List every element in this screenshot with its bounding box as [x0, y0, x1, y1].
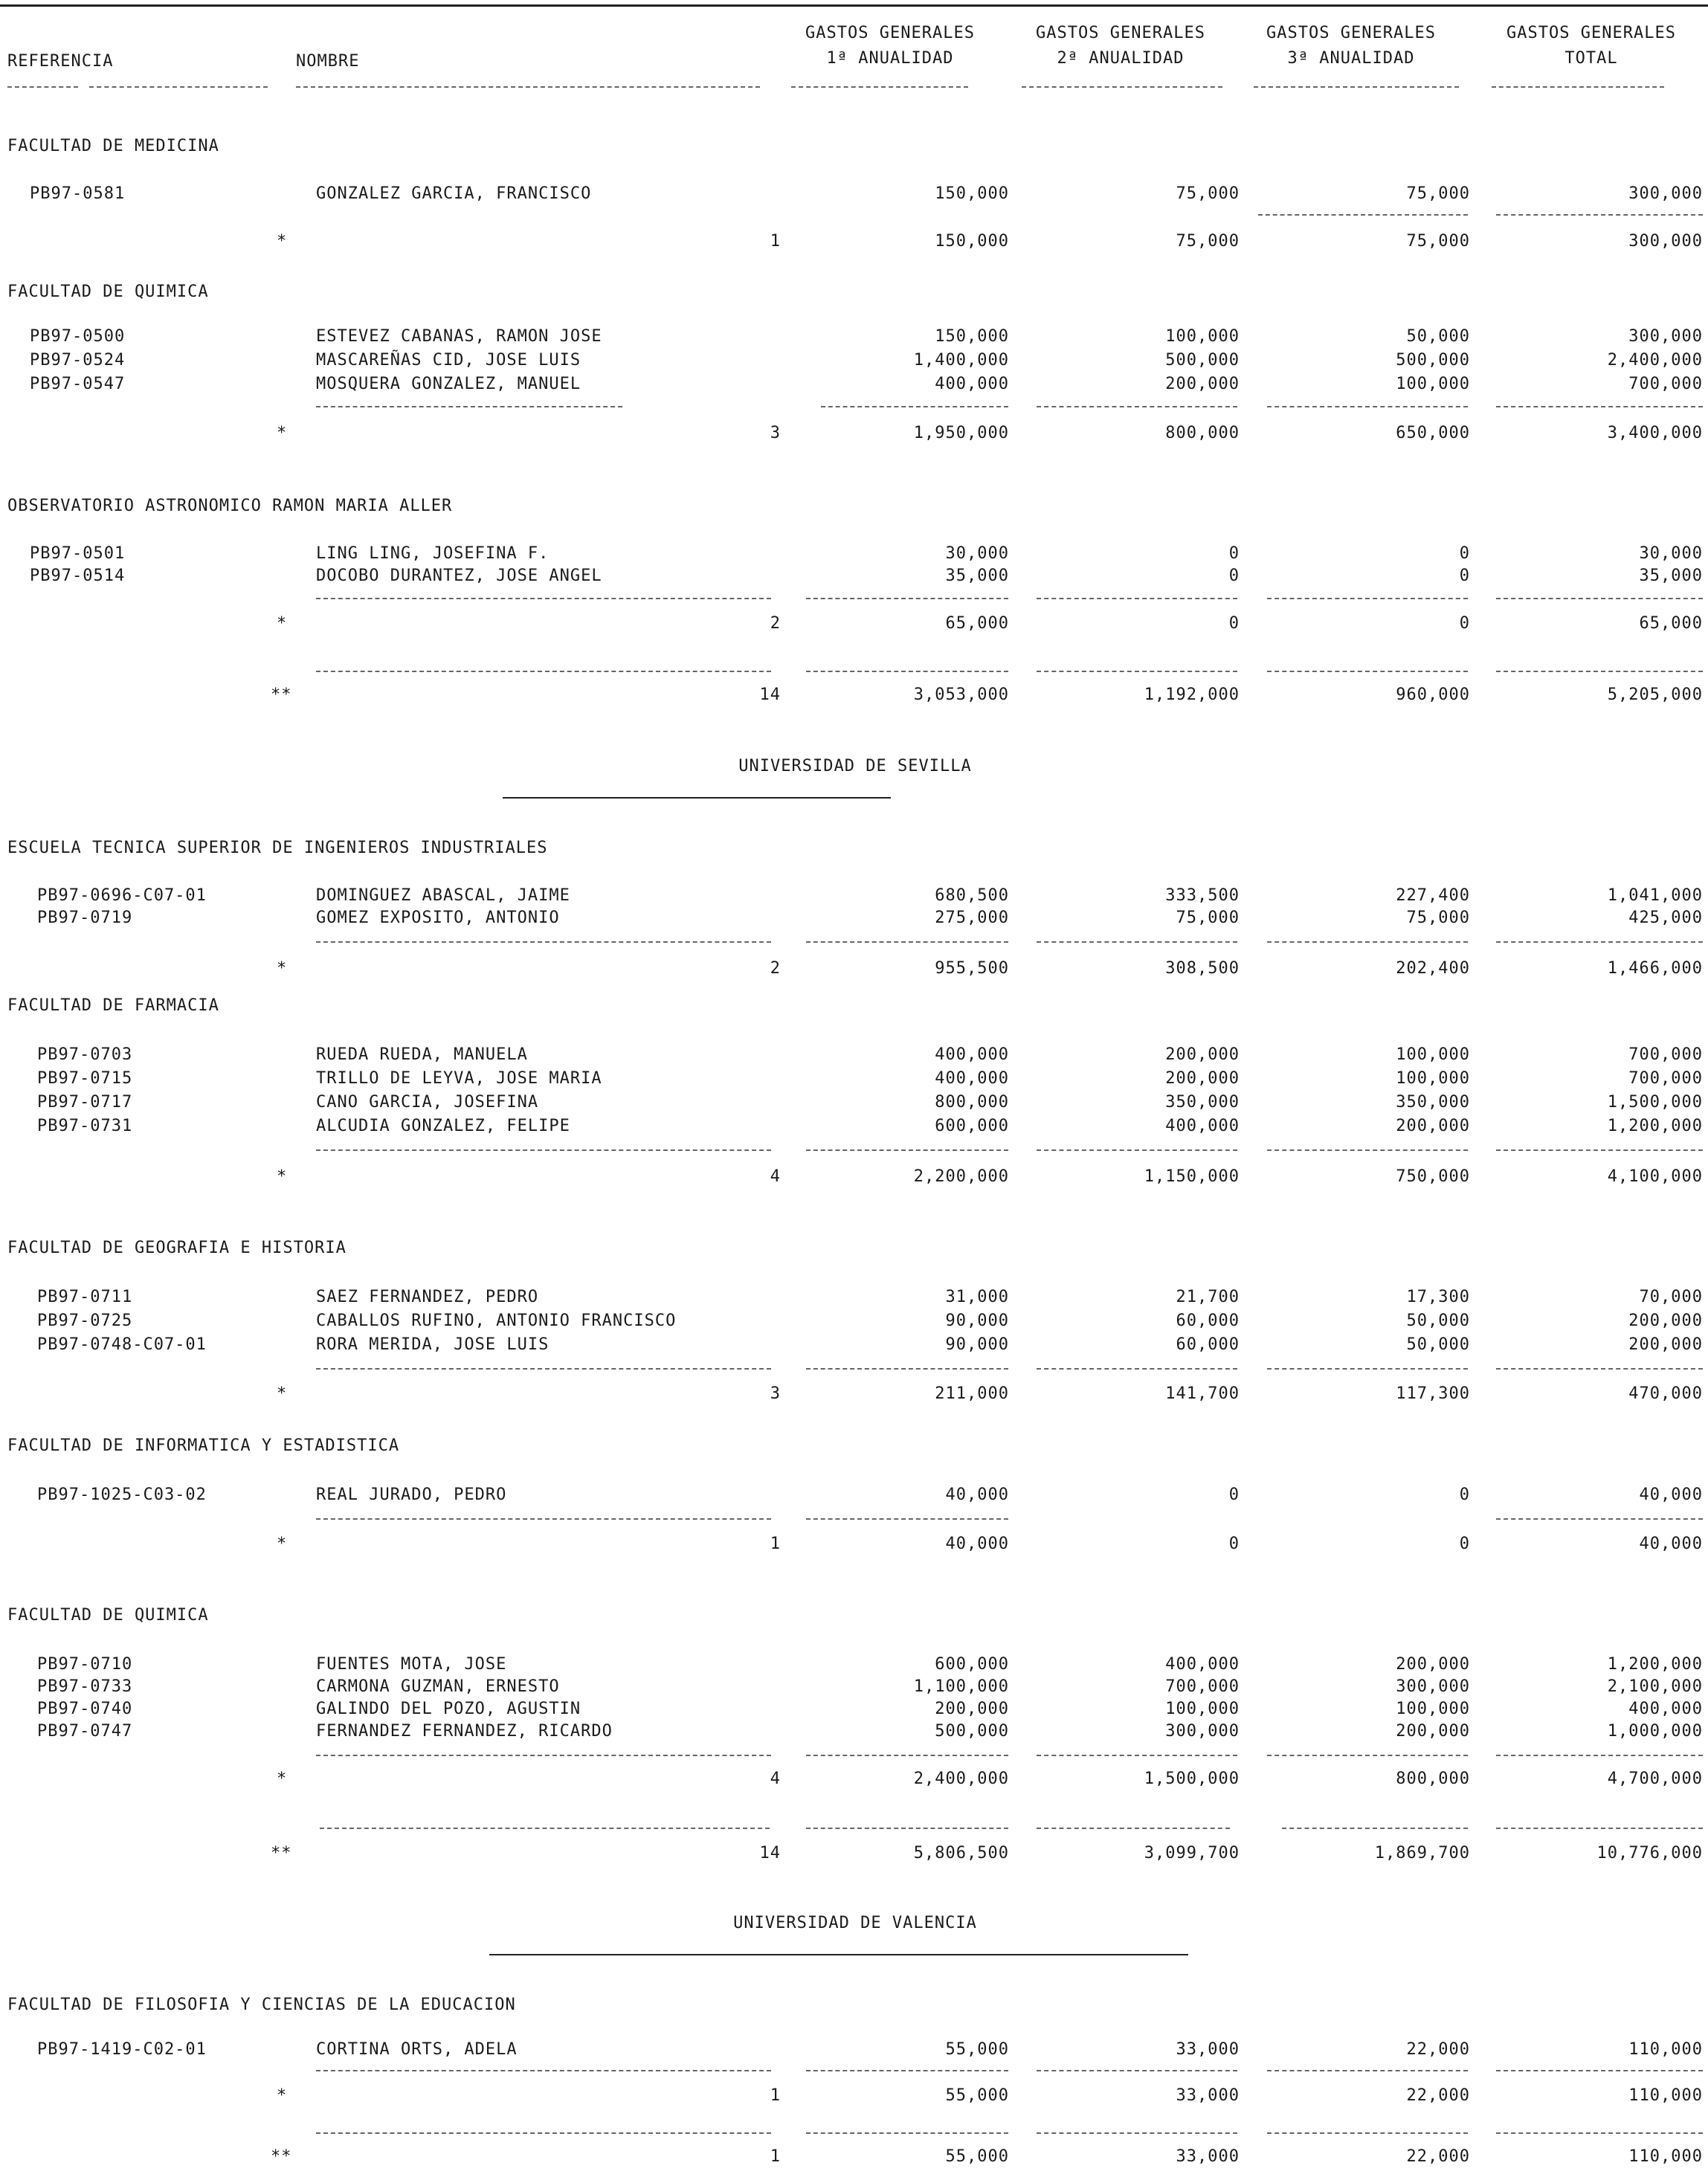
row-total: 1,200,000	[1607, 1117, 1703, 1135]
total-anualidad1: 55,000	[945, 2147, 1009, 2166]
header-anualidad3-line2: 3ª ANUALIDAD	[1287, 49, 1415, 68]
row-anualidad2: 500,000	[1165, 351, 1240, 370]
university-underline	[489, 1954, 1188, 1955]
row-total: 300,000	[1628, 327, 1703, 346]
total-rule	[1037, 1828, 1230, 1829]
subtotal-total: 110,000	[1628, 2086, 1703, 2105]
row-anualidad2: 300,000	[1165, 1722, 1240, 1741]
faculty-heading: FACULTAD DE FILOSOFIA Y CIENCIAS DE LA EDUCACION	[7, 1996, 516, 2014]
row-anualidad1: 55,000	[945, 2040, 1009, 2059]
subtotal-rule	[1037, 1368, 1237, 1370]
row-anualidad2: 333,500	[1165, 886, 1240, 905]
subtotal-anualidad1: 65,000	[945, 614, 1009, 633]
row-reference: PB97-0711	[37, 1288, 133, 1306]
faculty-heading: FACULTAD DE QUIMICA	[7, 283, 209, 301]
subtotal-anualidad1: 40,000	[945, 1535, 1009, 1553]
row-anualidad2: 200,000	[1165, 375, 1240, 393]
row-total: 200,000	[1628, 1312, 1703, 1330]
subtotal-rule	[316, 406, 622, 407]
total-total: 10,776,000	[1596, 1844, 1703, 1862]
subtotal-rule	[806, 598, 1008, 599]
row-anualidad1: 500,000	[935, 1722, 1009, 1741]
row-reference: PB97-0733	[37, 1677, 133, 1696]
subtotal-anualidad3: 0	[1459, 1535, 1470, 1553]
total-rule	[806, 671, 1008, 672]
subtotal-rule	[316, 1755, 771, 1756]
row-anualidad2: 75,000	[1176, 909, 1240, 927]
header-rule	[296, 86, 760, 88]
total-mark: **	[271, 2147, 292, 2166]
header-anualidad2-line2: 2ª ANUALIDAD	[1057, 49, 1185, 68]
subtotal-rule	[1267, 406, 1468, 407]
row-name: RORA MERIDA, JOSE LUIS	[316, 1335, 550, 1354]
subtotal-anualidad3: 75,000	[1406, 232, 1470, 251]
row-anualidad1: 35,000	[945, 567, 1009, 585]
header-total-line1: GASTOS GENERALES	[1506, 24, 1676, 42]
row-anualidad1: 1,100,000	[913, 1677, 1009, 1696]
row-total: 1,500,000	[1607, 1093, 1703, 1112]
row-anualidad1: 600,000	[935, 1117, 1009, 1135]
row-anualidad3: 200,000	[1396, 1117, 1470, 1135]
subtotal-rule	[1496, 1149, 1703, 1151]
row-name: TRILLO DE LEYVA, JOSE MARIA	[316, 1069, 602, 1088]
subtotal-total: 1,466,000	[1607, 959, 1703, 978]
subtotal-anualidad2: 75,000	[1176, 232, 1240, 251]
row-name: REAL JURADO, PEDRO	[316, 1486, 507, 1504]
header-total-line2: TOTAL	[1564, 49, 1618, 68]
row-reference: PB97-0710	[37, 1655, 133, 1674]
subtotal-rule	[1496, 1755, 1703, 1756]
row-anualidad2: 60,000	[1176, 1335, 1240, 1354]
header-referencia: REFERENCIA	[7, 52, 114, 71]
subtotal-count: 4	[770, 1167, 781, 1186]
subtotal-rule	[1037, 406, 1237, 407]
subtotal-mark: *	[277, 1384, 288, 1403]
subtotal-rule	[316, 598, 771, 599]
subtotal-rule	[806, 2070, 1008, 2071]
row-total: 700,000	[1628, 375, 1703, 393]
total-rule	[1282, 1828, 1468, 1829]
row-reference: PB97-0725	[37, 1312, 133, 1330]
row-anualidad1: 400,000	[935, 375, 1009, 393]
subtotal-total: 300,000	[1628, 232, 1703, 251]
row-reference: PB97-0696-C07-01	[37, 886, 207, 905]
row-name: RUEDA RUEDA, MANUELA	[316, 1045, 528, 1064]
row-reference: PB97-0501	[30, 544, 126, 563]
total-anualidad3: 960,000	[1396, 686, 1470, 704]
row-name: SAEZ FERNANDEZ, PEDRO	[316, 1288, 539, 1306]
row-reference: PB97-0514	[30, 567, 126, 585]
row-name: FERNANDEZ FERNANDEZ, RICARDO	[316, 1722, 613, 1741]
row-total: 200,000	[1628, 1335, 1703, 1354]
subtotal-anualidad1: 211,000	[935, 1384, 1009, 1403]
row-reference: PB97-0547	[30, 375, 126, 393]
subtotal-count: 1	[770, 232, 781, 251]
subtotal-mark: *	[277, 1167, 288, 1186]
row-name: MOSQUERA GONZALEZ, MANUEL	[316, 375, 581, 393]
subtotal-mark: *	[277, 1770, 288, 1788]
subtotal-rule	[1037, 941, 1237, 943]
row-total: 30,000	[1639, 544, 1703, 563]
subtotal-anualidad2: 33,000	[1176, 2086, 1240, 2105]
subtotal-rule	[1267, 1368, 1468, 1370]
row-anualidad2: 100,000	[1165, 1700, 1240, 1718]
subtotal-anualidad3: 750,000	[1396, 1167, 1470, 1186]
row-total: 110,000	[1628, 2040, 1703, 2059]
total-total: 110,000	[1628, 2147, 1703, 2166]
row-anualidad3: 350,000	[1396, 1093, 1470, 1112]
row-anualidad1: 40,000	[945, 1486, 1009, 1504]
row-anualidad3: 75,000	[1406, 184, 1470, 203]
row-anualidad1: 680,500	[935, 886, 1009, 905]
row-total: 400,000	[1628, 1700, 1703, 1718]
total-mark: **	[271, 1844, 292, 1862]
row-total: 35,000	[1639, 567, 1703, 585]
faculty-heading: FACULTAD DE MEDICINA	[7, 137, 219, 155]
row-anualidad1: 200,000	[935, 1700, 1009, 1718]
row-anualidad1: 600,000	[935, 1655, 1009, 1674]
subtotal-rule	[821, 406, 1008, 407]
subtotal-anualidad1: 955,500	[935, 959, 1009, 978]
total-rule	[806, 2132, 1008, 2134]
subtotal-rule	[1496, 598, 1703, 599]
university-heading: UNIVERSIDAD DE VALENCIA	[733, 1914, 977, 1932]
subtotal-anualidad2: 1,500,000	[1144, 1770, 1240, 1788]
subtotal-anualidad2: 1,150,000	[1144, 1167, 1240, 1186]
total-total: 5,205,000	[1607, 686, 1703, 704]
row-anualidad1: 275,000	[935, 909, 1009, 927]
subtotal-total: 3,400,000	[1607, 424, 1703, 442]
header-rule	[89, 86, 268, 88]
row-anualidad3: 500,000	[1396, 351, 1470, 370]
subtotal-rule	[1037, 1755, 1237, 1756]
row-anualidad3: 200,000	[1396, 1655, 1470, 1674]
row-name: ALCUDIA GONZALEZ, FELIPE	[316, 1117, 570, 1135]
header-rule	[791, 86, 968, 88]
row-reference: PB97-0748-C07-01	[37, 1335, 207, 1354]
subtotal-anualidad2: 0	[1228, 614, 1240, 633]
subtotal-rule	[316, 1149, 771, 1151]
subtotal-anualidad1: 55,000	[945, 2086, 1009, 2105]
subtotal-count: 2	[770, 614, 781, 633]
row-anualidad3: 0	[1459, 1486, 1470, 1504]
subtotal-total: 4,700,000	[1607, 1770, 1703, 1788]
subtotal-mark: *	[277, 424, 288, 442]
row-reference: PB97-0717	[37, 1093, 133, 1112]
row-anualidad3: 50,000	[1406, 1312, 1470, 1330]
total-anualidad2: 33,000	[1176, 2147, 1240, 2166]
row-total: 40,000	[1639, 1486, 1703, 1504]
subtotal-rule	[1496, 214, 1703, 216]
row-name: CORTINA ORTS, ADELA	[316, 2040, 518, 2059]
university-heading: UNIVERSIDAD DE SEVILLA	[738, 757, 972, 775]
row-total: 300,000	[1628, 184, 1703, 203]
row-anualidad2: 75,000	[1176, 184, 1240, 203]
header-anualidad1-line1: GASTOS GENERALES	[805, 24, 975, 42]
total-mark: **	[271, 686, 292, 704]
subtotal-mark: *	[277, 2086, 288, 2105]
subtotal-rule	[316, 2070, 771, 2071]
subtotal-rule	[316, 1518, 771, 1520]
row-reference: PB97-0500	[30, 327, 126, 346]
subtotal-anualidad2: 800,000	[1165, 424, 1240, 442]
row-anualidad1: 400,000	[935, 1069, 1009, 1088]
faculty-heading: FACULTAD DE INFORMATICA Y ESTADISTICA	[7, 1436, 400, 1455]
subtotal-count: 1	[770, 1535, 781, 1553]
header-anualidad1-line2: 1ª ANUALIDAD	[826, 49, 954, 68]
header-rule	[1254, 86, 1459, 88]
subtotal-rule	[1267, 1149, 1468, 1151]
subtotal-rule	[806, 1755, 1008, 1756]
row-name: DOMINGUEZ ABASCAL, JAIME	[316, 886, 570, 905]
row-name: GONZALEZ GARCIA, FRANCISCO	[316, 184, 592, 203]
row-total: 70,000	[1639, 1288, 1703, 1306]
total-rule	[1267, 2132, 1468, 2134]
total-anualidad2: 1,192,000	[1144, 686, 1240, 704]
row-anualidad3: 17,300	[1406, 1288, 1470, 1306]
subtotal-anualidad1: 150,000	[935, 232, 1009, 251]
row-anualidad1: 400,000	[935, 1045, 1009, 1064]
row-anualidad3: 100,000	[1396, 1045, 1470, 1064]
subtotal-count: 3	[770, 1384, 781, 1403]
row-total: 700,000	[1628, 1069, 1703, 1088]
subtotal-rule	[1496, 2070, 1703, 2071]
subtotal-rule	[806, 941, 1008, 943]
row-anualidad3: 50,000	[1406, 327, 1470, 346]
row-anualidad3: 200,000	[1396, 1722, 1470, 1741]
subtotal-anualidad3: 0	[1459, 614, 1470, 633]
faculty-heading: FACULTAD DE GEOGRAFIA E HISTORIA	[7, 1239, 347, 1257]
row-name: GOMEZ EXPOSITO, ANTONIO	[316, 909, 560, 927]
row-anualidad1: 31,000	[945, 1288, 1009, 1306]
row-anualidad2: 700,000	[1165, 1677, 1240, 1696]
row-anualidad2: 400,000	[1165, 1655, 1240, 1674]
row-anualidad1: 90,000	[945, 1335, 1009, 1354]
subtotal-anualidad3: 117,300	[1396, 1384, 1470, 1403]
header-anualidad3-line1: GASTOS GENERALES	[1266, 24, 1436, 42]
faculty-heading: FACULTAD DE FARMACIA	[7, 996, 219, 1015]
subtotal-count: 4	[770, 1770, 781, 1788]
subtotal-rule	[1258, 214, 1468, 216]
total-rule	[1267, 671, 1468, 672]
row-reference: PB97-0740	[37, 1700, 133, 1718]
row-anualidad1: 800,000	[935, 1093, 1009, 1112]
total-count: 1	[770, 2147, 781, 2166]
row-anualidad2: 60,000	[1176, 1312, 1240, 1330]
subtotal-rule	[1037, 1149, 1237, 1151]
row-name: CANO GARCIA, JOSEFINA	[316, 1093, 539, 1112]
header-rule	[1492, 86, 1664, 88]
total-rule	[1037, 2132, 1237, 2134]
subtotal-rule	[1496, 1368, 1703, 1370]
total-count: 14	[759, 686, 781, 704]
row-name: MASCAREÑAS CID, JOSE LUIS	[316, 351, 581, 370]
subtotal-anualidad2: 308,500	[1165, 959, 1240, 978]
row-anualidad3: 300,000	[1396, 1677, 1470, 1696]
faculty-heading: ESCUELA TECNICA SUPERIOR DE INGENIEROS INDUSTRIALES	[7, 839, 548, 857]
total-anualidad2: 3,099,700	[1144, 1844, 1240, 1862]
row-reference: PB97-1025-C03-02	[37, 1486, 207, 1504]
subtotal-mark: *	[277, 1535, 288, 1553]
header-nombre: NOMBRE	[296, 52, 360, 71]
row-anualidad2: 21,700	[1176, 1288, 1240, 1306]
row-total: 1,200,000	[1607, 1655, 1703, 1674]
row-anualidad1: 150,000	[935, 184, 1009, 203]
subtotal-rule	[1496, 941, 1703, 943]
row-anualidad3: 75,000	[1406, 909, 1470, 927]
faculty-heading: FACULTAD DE QUIMICA	[7, 1606, 209, 1625]
subtotal-rule	[806, 1368, 1008, 1370]
subtotal-anualidad3: 22,000	[1406, 2086, 1470, 2105]
subtotal-rule	[806, 1149, 1008, 1151]
header-rule	[1022, 86, 1222, 88]
subtotal-count: 3	[770, 424, 781, 442]
row-anualidad2: 200,000	[1165, 1045, 1240, 1064]
row-reference: PB97-1419-C02-01	[37, 2040, 207, 2059]
row-name: CARMONA GUZMAN, ERNESTO	[316, 1677, 560, 1696]
row-anualidad2: 33,000	[1176, 2040, 1240, 2059]
top-rule	[0, 4, 1708, 7]
row-anualidad2: 0	[1228, 544, 1240, 563]
row-anualidad3: 227,400	[1396, 886, 1470, 905]
subtotal-total: 470,000	[1628, 1384, 1703, 1403]
subtotal-rule	[1496, 1518, 1703, 1520]
row-anualidad3: 100,000	[1396, 1069, 1470, 1088]
row-name: ESTEVEZ CABANAS, RAMON JOSE	[316, 327, 602, 346]
subtotal-rule	[1037, 598, 1237, 599]
subtotal-anualidad1: 2,200,000	[913, 1167, 1009, 1186]
row-anualidad3: 0	[1459, 567, 1470, 585]
row-anualidad2: 200,000	[1165, 1069, 1240, 1088]
faculty-heading: OBSERVATORIO ASTRONOMICO RAMON MARIA ALLER	[7, 497, 453, 515]
subtotal-rule	[1267, 598, 1468, 599]
total-rule	[1496, 671, 1703, 672]
row-reference: PB97-0719	[37, 909, 133, 927]
total-rule	[1496, 1828, 1703, 1829]
subtotal-rule	[1267, 1755, 1468, 1756]
row-anualidad1: 90,000	[945, 1312, 1009, 1330]
subtotal-count: 2	[770, 959, 781, 978]
row-total: 425,000	[1628, 909, 1703, 927]
total-anualidad3: 1,869,700	[1374, 1844, 1470, 1862]
row-name: CABALLOS RUFINO, ANTONIO FRANCISCO	[316, 1312, 677, 1330]
total-anualidad1: 5,806,500	[913, 1844, 1009, 1862]
row-anualidad2: 400,000	[1165, 1117, 1240, 1135]
row-name: DOCOBO DURANTEZ, JOSE ANGEL	[316, 567, 602, 585]
row-anualidad2: 0	[1228, 567, 1240, 585]
total-rule	[806, 1828, 1008, 1829]
row-anualidad1: 30,000	[945, 544, 1009, 563]
row-reference: PB97-0581	[30, 184, 126, 203]
total-rule	[1037, 671, 1237, 672]
row-name: FUENTES MOTA, JOSE	[316, 1655, 507, 1674]
row-reference: PB97-0703	[37, 1045, 133, 1064]
subtotal-mark: *	[277, 232, 288, 251]
row-total: 1,000,000	[1607, 1722, 1703, 1741]
row-name: LING LING, JOSEFINA F.	[316, 544, 550, 563]
subtotal-anualidad3: 800,000	[1396, 1770, 1470, 1788]
row-anualidad3: 100,000	[1396, 375, 1470, 393]
subtotal-anualidad3: 650,000	[1396, 424, 1470, 442]
total-rule	[1496, 2132, 1703, 2134]
row-total: 1,041,000	[1607, 886, 1703, 905]
header-rule	[7, 86, 78, 88]
subtotal-total: 40,000	[1639, 1535, 1703, 1553]
subtotal-mark: *	[277, 614, 288, 633]
row-anualidad3: 100,000	[1396, 1700, 1470, 1718]
total-rule	[316, 2132, 771, 2134]
row-total: 2,400,000	[1607, 351, 1703, 370]
row-anualidad1: 150,000	[935, 327, 1009, 346]
subtotal-total: 65,000	[1639, 614, 1703, 633]
row-reference: PB97-0715	[37, 1069, 133, 1088]
row-anualidad1: 1,400,000	[913, 351, 1009, 370]
row-anualidad2: 350,000	[1165, 1093, 1240, 1112]
subtotal-count: 1	[770, 2086, 781, 2105]
subtotal-rule	[806, 1518, 1008, 1520]
subtotal-anualidad1: 1,950,000	[913, 424, 1009, 442]
row-anualidad3: 50,000	[1406, 1335, 1470, 1354]
subtotal-anualidad2: 0	[1228, 1535, 1240, 1553]
subtotal-mark: *	[277, 959, 288, 978]
row-reference: PB97-0731	[37, 1117, 133, 1135]
header-anualidad2-line1: GASTOS GENERALES	[1036, 24, 1205, 42]
university-underline	[503, 797, 891, 799]
subtotal-rule	[316, 941, 771, 943]
subtotal-rule	[316, 1368, 771, 1370]
row-anualidad2: 100,000	[1165, 327, 1240, 346]
subtotal-rule	[1267, 941, 1468, 943]
row-reference: PB97-0524	[30, 351, 126, 370]
subtotal-total: 4,100,000	[1607, 1167, 1703, 1186]
row-anualidad3: 22,000	[1406, 2040, 1470, 2059]
subtotal-anualidad1: 2,400,000	[913, 1770, 1009, 1788]
row-total: 2,100,000	[1607, 1677, 1703, 1696]
total-count: 14	[759, 1844, 781, 1862]
row-anualidad2: 0	[1228, 1486, 1240, 1504]
row-reference: PB97-0747	[37, 1722, 133, 1741]
total-rule	[320, 1828, 770, 1829]
subtotal-anualidad2: 141,700	[1165, 1384, 1240, 1403]
row-name: GALINDO DEL POZO, AGUSTIN	[316, 1700, 581, 1718]
subtotal-anualidad3: 202,400	[1396, 959, 1470, 978]
total-anualidad3: 22,000	[1406, 2147, 1470, 2166]
row-total: 700,000	[1628, 1045, 1703, 1064]
subtotal-rule	[1496, 406, 1703, 407]
total-anualidad1: 3,053,000	[913, 686, 1009, 704]
row-anualidad3: 0	[1459, 544, 1470, 563]
total-rule	[316, 671, 771, 672]
subtotal-rule	[1267, 2070, 1468, 2071]
subtotal-rule	[1037, 2070, 1237, 2071]
